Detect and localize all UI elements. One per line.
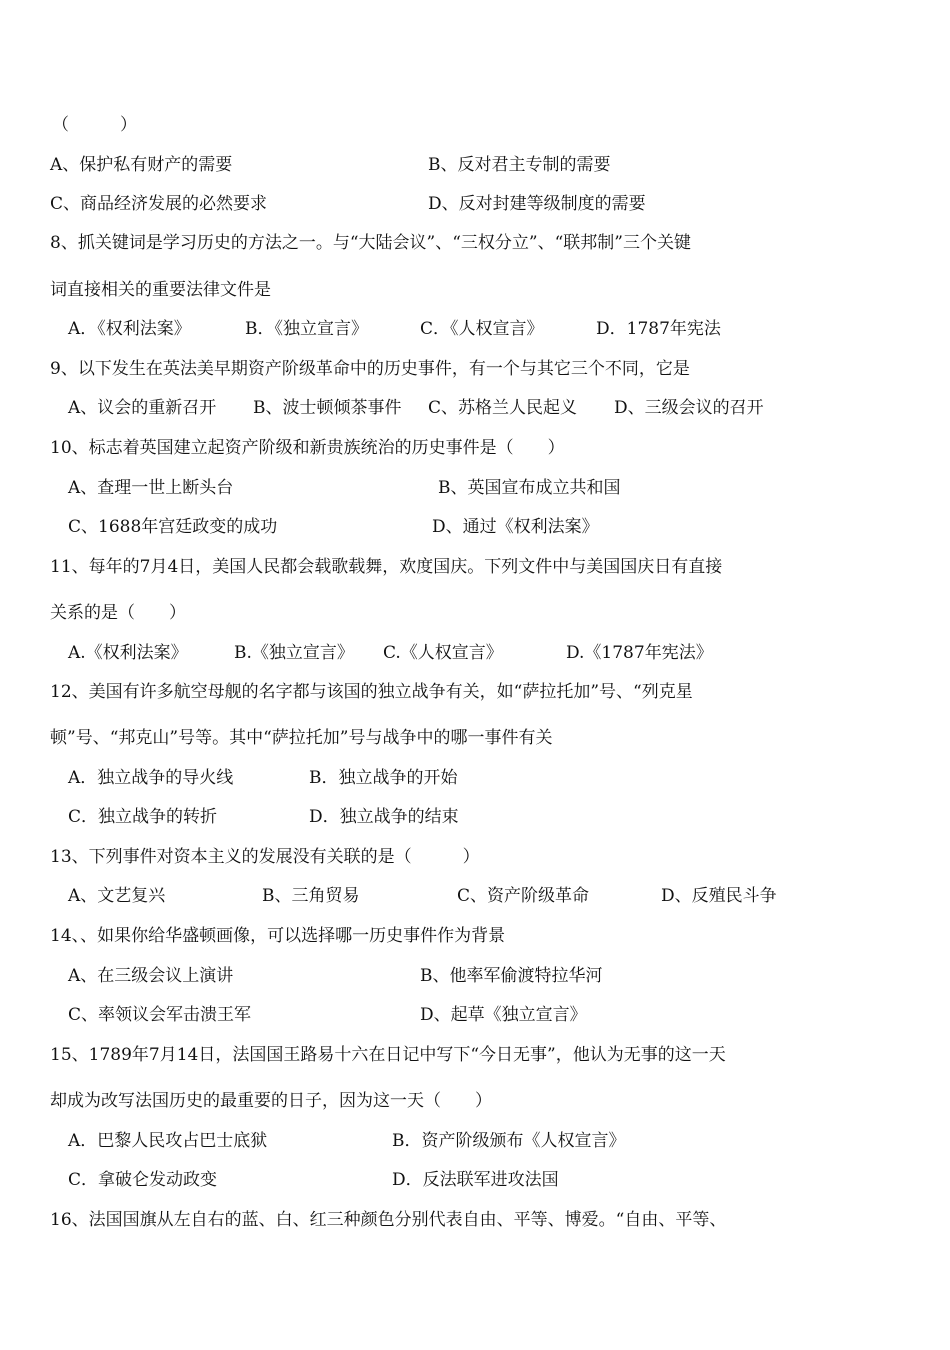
q12-option-d: D．独立战争的结束 xyxy=(309,807,459,827)
q11-stem-text-cont: 关系的是（ ） xyxy=(50,603,186,623)
q13-option-b: B、三角贸易 xyxy=(262,886,360,906)
q13-option-a: A、文艺复兴 xyxy=(68,886,166,906)
q15-stem-text-cont: 却成为改写法国历史的最重要的日子，因为这一天（ ） xyxy=(50,1091,492,1111)
q10-option-c: C、1688年宫廷政变的成功 xyxy=(68,517,278,537)
q14-option-a: A、在三级会议上演讲 xyxy=(68,966,234,986)
q8-option-c: C．《人权宣言》 xyxy=(420,319,544,339)
q9-options xyxy=(0,397,764,419)
q12-stem-text: 12、美国有许多航空母舰的名字都与该国的独立战争有关，如“萨拉托加”号、“列克星 xyxy=(50,682,693,702)
q15-options-row-2 xyxy=(0,1169,559,1191)
q8-option-b: B．《独立宣言》 xyxy=(245,319,368,339)
q7-option-c: C、商品经济发展的必然要求 xyxy=(50,194,268,214)
answer-blank: （ ） xyxy=(52,115,137,135)
q9-option-d: D、三级会议的召开 xyxy=(614,398,764,418)
q10-option-b: B、英国宣布成立共和国 xyxy=(438,478,621,498)
q12-options-row-2 xyxy=(0,806,459,828)
q14-option-d: D、起草《独立宣言》 xyxy=(420,1005,587,1025)
q10-stem xyxy=(0,437,565,459)
q12-option-c: C．独立战争的转折 xyxy=(68,807,218,827)
q8-option-d: D．1787年宪法 xyxy=(596,319,721,339)
q15-option-b: B．资产阶级颁布《人权宣言》 xyxy=(392,1131,626,1151)
q15-options-row-1 xyxy=(0,1130,626,1152)
q14-option-c: C、率领议会军击溃王军 xyxy=(68,1005,252,1025)
q12-options-row-1 xyxy=(0,767,458,789)
q15-option-d: D．反法联军进攻法国 xyxy=(392,1170,559,1190)
q8-options xyxy=(0,318,721,340)
q8-stem-line-1 xyxy=(0,232,691,254)
q9-option-a: A、议会的重新召开 xyxy=(68,398,217,418)
q9-stem xyxy=(0,358,690,380)
q13-stem-text: 13、下列事件对资本主义的发展没有关联的是（ ） xyxy=(50,847,480,867)
q10-options-row-1 xyxy=(0,477,621,499)
q7-option-a: A、保护私有财产的需要 xyxy=(50,155,233,175)
q16-stem-line-1 xyxy=(0,1209,727,1231)
q8-stem-text-cont: 词直接相关的重要法律文件是 xyxy=(50,280,271,300)
q11-option-c: C.《人权宣言》 xyxy=(383,643,503,663)
q12-stem-line-2 xyxy=(0,727,553,749)
q8-stem-line-2 xyxy=(0,279,271,301)
q14-stem-text: 14、、如果你给华盛顿画像，可以选择哪一历史事件作为背景 xyxy=(50,926,506,946)
q11-stem-line-1 xyxy=(0,556,723,578)
q12-option-a: A．独立战争的导火线 xyxy=(68,768,234,788)
q7-options-row-2 xyxy=(0,193,646,215)
q9-option-b: B、波士顿倾茶事件 xyxy=(253,398,402,418)
q13-options xyxy=(0,885,777,907)
q11-stem-text: 11、每年的7月4日，美国人民都会载歌载舞，欢度国庆。下列文件中与美国国庆日有直接 xyxy=(50,557,723,577)
q11-option-a: A.《权利法案》 xyxy=(68,643,188,663)
q10-option-d: D、通过《权利法案》 xyxy=(432,517,599,537)
q12-stem-text-cont: 顿”号、“邦克山”号等。其中“萨拉托加”号与战争中的哪一事件有关 xyxy=(50,728,553,748)
q15-stem-text: 15、1789年7月14日，法国国王路易十六在日记中写下“今日无事”，他认为无事的这一天 xyxy=(50,1045,726,1065)
q11-option-d: D.《1787年宪法》 xyxy=(566,643,713,663)
q10-options-row-2 xyxy=(0,516,599,538)
q14-stem xyxy=(0,925,506,947)
q12-stem-line-1 xyxy=(0,681,693,703)
q12-option-b: B．独立战争的开始 xyxy=(309,768,458,788)
q11-stem-line-2 xyxy=(0,602,186,624)
q10-option-a: A、查理一世上断头台 xyxy=(68,478,234,498)
q9-option-c: C、苏格兰人民起义 xyxy=(428,398,578,418)
q8-option-a: A．《权利法案》 xyxy=(68,319,191,339)
q9-stem-text: 9、以下发生在英法美早期资产阶级革命中的历史事件，有一个与其它三个不同，它是 xyxy=(50,359,690,379)
q7-option-d: D、反对封建等级制度的需要 xyxy=(428,194,646,214)
q15-option-a: A．巴黎人民攻占巴士底狱 xyxy=(68,1131,268,1151)
q13-stem xyxy=(0,846,480,868)
q13-option-d: D、反殖民斗争 xyxy=(661,886,777,906)
q14-options-row-2 xyxy=(0,1004,587,1026)
q7-option-b: B、反对君主专制的需要 xyxy=(428,155,611,175)
q7-stem-tail xyxy=(0,114,137,136)
q13-option-c: C、资产阶级革命 xyxy=(457,886,590,906)
q8-stem-text: 8、抓关键词是学习历史的方法之一。与“大陆会议”、“三权分立”、“联邦制”三个关键 xyxy=(50,233,691,253)
q7-options-row-1 xyxy=(0,154,611,176)
q15-stem-line-1 xyxy=(0,1044,726,1066)
q11-option-b: B.《独立宣言》 xyxy=(234,643,354,663)
q10-stem-text: 10、标志着英国建立起资产阶级和新贵族统治的历史事件是（ ） xyxy=(50,438,565,458)
q16-stem-text: 16、法国国旗从左自右的蓝、白、红三种颜色分别代表自由、平等、博爱。“自由、平等、 xyxy=(50,1210,727,1230)
q14-option-b: B、他率军偷渡特拉华河 xyxy=(420,966,603,986)
q14-options-row-1 xyxy=(0,965,603,987)
q11-options xyxy=(0,642,713,664)
q15-option-c: C．拿破仑发动政变 xyxy=(68,1170,218,1190)
q15-stem-line-2 xyxy=(0,1090,492,1112)
